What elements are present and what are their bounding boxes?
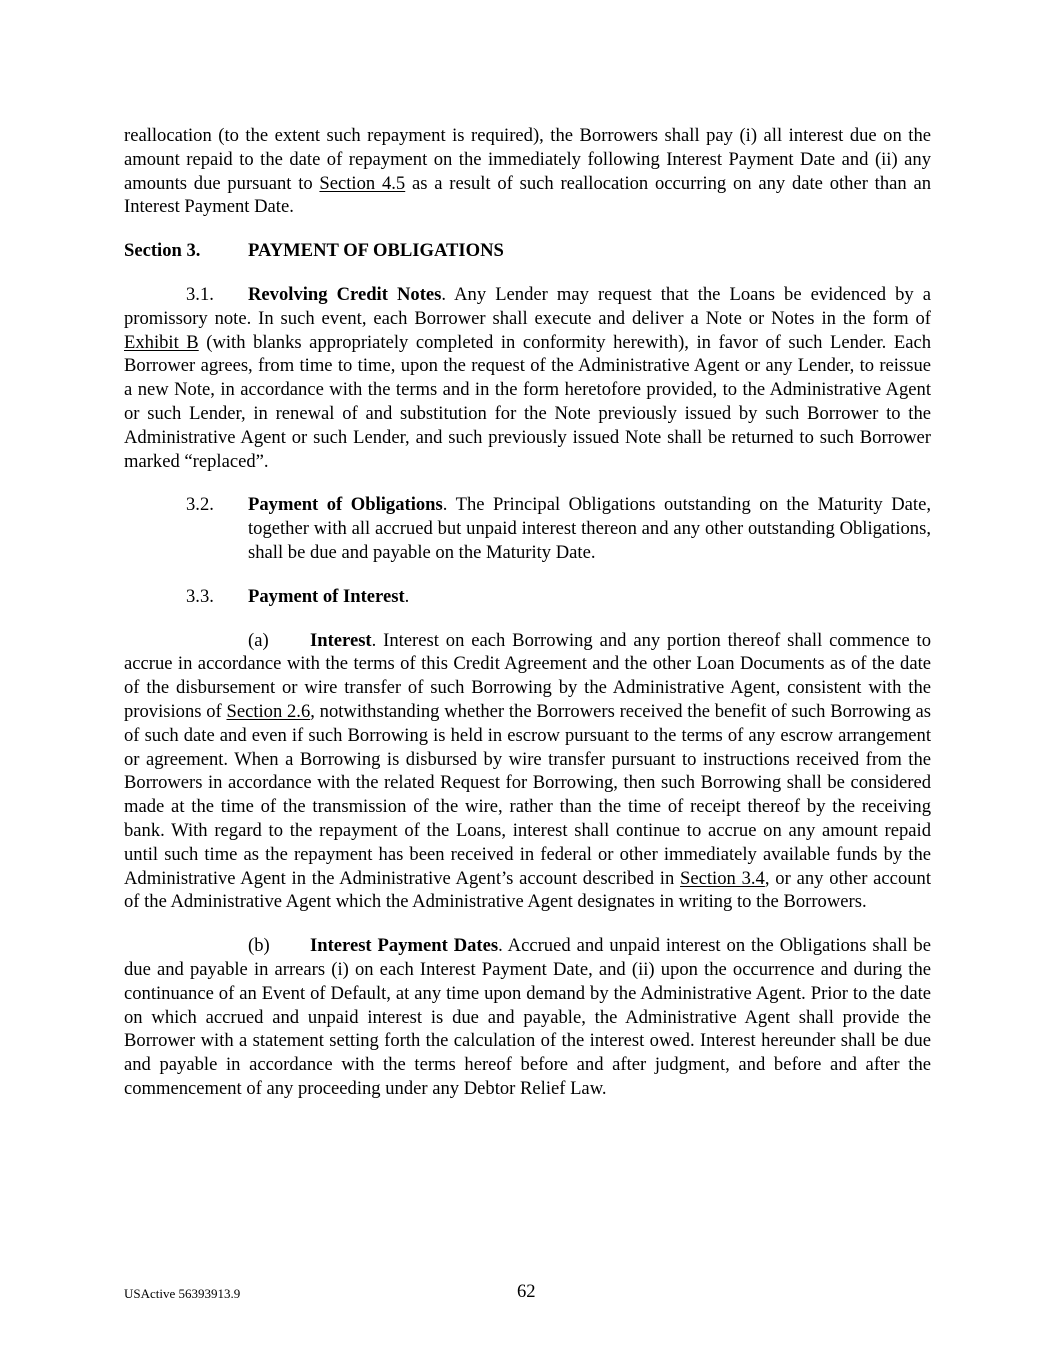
section-3-2-text: The Principal Obligations outstanding on the Maturity Date, together with all accrued but unpaid interest thereon and any other outstanding Obligations, shall be due and payable on the Maturity Date.: [248, 494, 931, 563]
page-number: 62: [517, 1281, 536, 1302]
section-3-3-title: Payment of Interest: [248, 585, 405, 607]
section-3-4-reference[interactable]: Section 3.4: [680, 867, 765, 889]
subsection-a-period: .: [371, 629, 377, 651]
subsection-a-text-1: Interest on each Borrowing and any portion thereof shall commence to accrue in accordance with the terms of this Credit Agreement and the other Loan Documents as of the date of the disbursement or wire transfer of such Borrowing by the Administrative Agent, consistent with the provisions of: [124, 629, 931, 722]
section-4-5-reference[interactable]: Section 4.5: [319, 172, 406, 194]
section-3-1-text-2: (with blanks appropriately completed in conformity herewith), in favor of such Lender. Each Borrower agrees, from time to time, upon the request of the Administrative Agent or any Lender, to reissue a new Note, in accordance with the terms and in the form heretofore provided, to the Administrative Agent or such Lender, in renewal of and substitution for the Note previously issued by such Borrower to the Administrative Agent or such Lender, and such previously issued Note shall be returned to such Borrower marked “replaced”.: [124, 331, 932, 472]
subsection-a-text-3: , or any other account of the Administrative Agent which the Administrative Agent designates in writing to the Borrowers.: [124, 867, 931, 913]
section-3-2-number: 3.2.: [186, 494, 214, 516]
subsection-a-text-2: , notwithstanding whether the Borrowers received the benefit of such Borrowing as of such date and even if such Borrowing is held in escrow pursuant to the terms of any escrow arrangement or agreement. When a Borrowing is disbursed by wire transfer pursuant to instructions received from the Borrowers in accordance with the related Request for Borrowing, then such Borrowing shall be considered made at the time of the transmission of the wire, rather than the time of receipt thereof by the receiving bank. With regard to the repayment of the Loans, interest shall continue to accrue on any amount repaid until such time as the repayment has been received in federal or other immediately available funds by the Administrative Agent in the Administrative Agent’s account described in: [124, 700, 932, 889]
section-3-3-heading: [124, 585, 931, 609]
subsection-b-title: Interest Payment Dates: [310, 935, 499, 957]
subsection-b-letter: (b): [248, 935, 270, 957]
section-3-1-paragraph: [124, 283, 931, 473]
subsection-a-letter: (a): [248, 629, 269, 651]
section-3-1-text-1: Any Lender may request that the Loans be evidenced by a promissory note. In such event, each Borrower shall execute and deliver a Note or Notes in the form of: [124, 283, 931, 329]
intro-text-1: reallocation (to the extent such repayment is required), the Borrowers shall pay (i) all interest due on the amount repaid to the date of repayment on the immediately following Interest Payment Date and (ii) any amounts due pursuant to: [124, 125, 931, 194]
section-3-2-body: [248, 493, 931, 564]
section-3-2-period: .: [442, 494, 448, 516]
subsection-a-title: Interest: [310, 629, 372, 651]
document-page: [124, 124, 931, 1101]
intro-paragraph: [124, 124, 931, 219]
subsection-b-period: .: [498, 935, 503, 957]
section-3-3-body: [248, 585, 931, 609]
subsection-a-paragraph: [124, 629, 931, 915]
section-3-3-period: .: [404, 585, 410, 607]
section-3-3-number: 3.3.: [186, 585, 214, 607]
exhibit-b-reference[interactable]: Exhibit B: [124, 331, 199, 353]
subsection-b-text: Accrued and unpaid interest on the Obligations shall be due and payable in arrears (i) on each Interest Payment Date, and (ii) upon the occurrence and during the continuance of an Event of Default, at any time upon demand by the Administrative Agent. Prior to the date on which accrued and unpaid interest is due and payable, the Administrative Agent shall provide the Borrower with a statement setting forth the calculation of the interest owed. Interest hereunder shall be due and payable in accordance with the terms hereof before and after judgment, and before and after the commencement of any proceeding under any Debtor Relief Law.: [124, 935, 931, 1099]
document-id: USActive 56393913.9: [124, 1286, 241, 1301]
intro-text-2: as a result of such reallocation occurring on any date other than an Interest Payment Date.: [124, 172, 931, 218]
section-3-2-paragraph: [124, 493, 931, 564]
page-footer: [124, 1281, 931, 1305]
section-number: Section 3.: [124, 240, 201, 262]
section-3-1-title: Revolving Credit Notes: [248, 283, 442, 305]
section-2-6-reference[interactable]: Section 2.6: [226, 700, 311, 722]
section-3-2-title: Payment of Obligations: [248, 494, 443, 516]
section-heading: [124, 239, 931, 263]
subsection-b-paragraph: [124, 934, 931, 1101]
section-3-1-number: 3.1.: [186, 283, 214, 305]
section-title: PAYMENT OF OBLIGATIONS: [248, 240, 504, 262]
section-3-1-period: .: [441, 283, 447, 305]
